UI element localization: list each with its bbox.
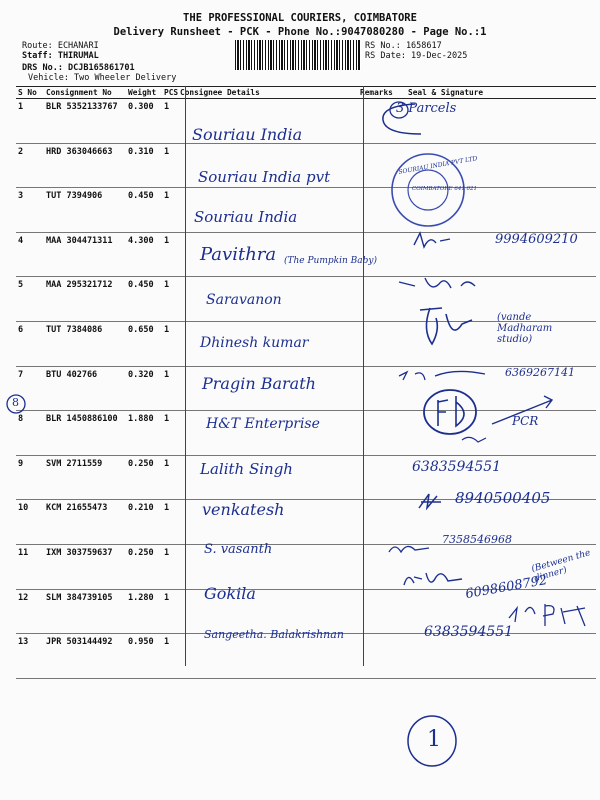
row-sno: 5 [16,277,44,322]
row-weight: 0.300 [126,99,162,144]
signature-8 [412,384,562,454]
row-consignment: MAA 295321712 [44,277,126,322]
col-sno: S No [16,87,44,99]
row-sno: 11 [16,544,44,589]
row-sno: 2 [16,143,44,188]
hand-name-6: Dhinesh kumar [200,335,309,351]
row-weight: 1.280 [126,589,162,634]
row-remarks [358,589,406,634]
row-seal [406,634,596,679]
page-circle-number: 1 [427,727,441,752]
hand-name-7: Pragin Barath [202,374,316,393]
table-row [16,99,596,144]
staff-label: Staff: THIRUMAL [22,51,99,61]
row-remarks [358,321,406,366]
row-pcs: 1 [162,500,178,545]
row-consignment: HRD 363046663 [44,143,126,188]
col-weight: Weight [126,87,162,99]
row-8-mark: 8 [12,396,19,409]
row-weight: 4.300 [126,232,162,277]
hand-name-12: Gokila [204,584,256,603]
stamp-text: SOURIAU INDIA PVT LTD [397,155,478,176]
signature-11 [385,538,435,558]
row-pcs: 1 [162,188,178,233]
table-header-row [16,87,596,99]
remarks-divider [363,86,364,666]
signature-10 [415,490,455,514]
row-pcs: 1 [162,455,178,500]
col-consignee: Consignee Details [178,87,358,99]
row-consignment: SLM 384739105 [44,589,126,634]
phone-row-7: 6369267141 [505,366,575,379]
remark-pcr: PCR [512,414,539,428]
hand-name-8: H&T Enterprise [206,416,320,432]
hand-name-5: Saravanon [206,292,282,308]
rs-date: RS Date: 19-Dec-2025 [365,51,468,61]
hand-name-10: venkatesh [202,500,285,519]
remark-vande: (vande Madharam studio) [497,312,553,345]
row-remarks [358,634,406,679]
rs-number: RS No.: 1658617 [365,41,442,51]
row-weight: 0.450 [126,277,162,322]
hand-name-3: Souriau India [194,208,298,226]
row-consignment: KCM 21655473 [44,500,126,545]
row-sno: 6 [16,321,44,366]
row-weight: 0.450 [126,188,162,233]
signature-4 [410,225,490,255]
row-pcs: 1 [162,277,178,322]
row-pcs: 1 [162,321,178,366]
row-remarks [358,455,406,500]
row-sno: 10 [16,500,44,545]
consignee-divider [185,86,186,666]
drs-label: DRS No.: DCJB165861701 [22,63,135,73]
row-pcs: 1 [162,366,178,411]
row-sno: 3 [16,188,44,233]
row-weight: 0.250 [126,455,162,500]
row-sno: 1 [16,99,44,144]
barcode [235,40,361,70]
row-consignment: BLR 5352133767 [44,99,126,144]
route-label: Route: ECHANARI [22,41,99,51]
stamp-inner: COIMBATORE 641 021 [412,186,478,192]
row-weight: 0.210 [126,500,162,545]
row-remarks [358,232,406,277]
row-consignment: IXM 303759637 [44,544,126,589]
row-sno: 4 [16,232,44,277]
row-sno: 7 [16,366,44,411]
row-remarks [358,411,406,456]
phone-row-4: 9994609210 [495,232,578,247]
row-consignment: BTU 402766 [44,366,126,411]
signature-12 [400,565,470,595]
company-title: THE PROFESSIONAL COURIERS, COIMBATORE [183,12,417,24]
row-weight: 0.250 [126,544,162,589]
row-consignment: MAA 304471311 [44,232,126,277]
col-pcs: PCS [164,88,178,97]
table-row [16,188,596,233]
row-consignment: SVM 2711559 [44,455,126,500]
signature-5 [395,272,495,298]
phone-row-11: 7358546968 [442,533,512,546]
row-pcs: 1 [162,634,178,679]
row-consignment: BLR 1450886100 [44,411,126,456]
phone-row-13: 6383594551 [424,624,514,640]
row-pcs: 1 [162,589,178,634]
row-weight: 0.310 [126,143,162,188]
remark-dinner: (Between the dinner) [530,548,592,585]
row-pcs: 1 [162,232,178,277]
row-pcs: 1 [162,411,178,456]
row-consignment: JPR 503144492 [44,634,126,679]
hand-name-1: Souriau India [192,125,303,144]
col-consignment: Consignment No [44,87,126,99]
row-consignment: TUT 7394906 [44,188,126,233]
row-consignment: TUT 7384086 [44,321,126,366]
phone-row-9: 6383594551 [412,459,502,475]
col-remarks: Remarks [358,87,406,99]
row-weight: 0.650 [126,321,162,366]
hand-name-2: Souriau India pvt [198,168,331,186]
row-sno: 12 [16,589,44,634]
hand-name-9: Lalith Singh [200,460,293,478]
row-pcs: 1 [162,544,178,589]
row-weight: 0.950 [126,634,162,679]
hand-name-13: Sangeetha. Balakrishnan [204,628,344,641]
hand-parcels: 3 Parcels [396,101,457,116]
runsheet-subtitle: Delivery Runsheet - PCK - Phone No.:9047080280 - Page No.:1 [113,26,487,38]
row-weight: 0.320 [126,366,162,411]
signature-13 [505,598,595,632]
row-pcs: 1 [162,99,178,144]
row-sno: 8 [16,411,44,456]
hand-note-pumpkin: (The Pumpkin Baby) [284,256,377,266]
hand-name-4: Pavithra [200,244,277,265]
row-weight: 1.880 [126,411,162,456]
phone-row-10: 8940500405 [455,489,551,507]
row-sno: 13 [16,634,44,679]
vehicle-label: Vehicle: Two Wheeler Delivery [28,73,177,83]
row-sno: 9 [16,455,44,500]
col-seal: Seal & Signature [406,87,596,99]
row-pcs: 1 [162,143,178,188]
hand-name-11: S. vasanth [204,542,273,557]
signature-6 [412,300,492,350]
phone-row-12: 6098608792 [464,572,549,603]
